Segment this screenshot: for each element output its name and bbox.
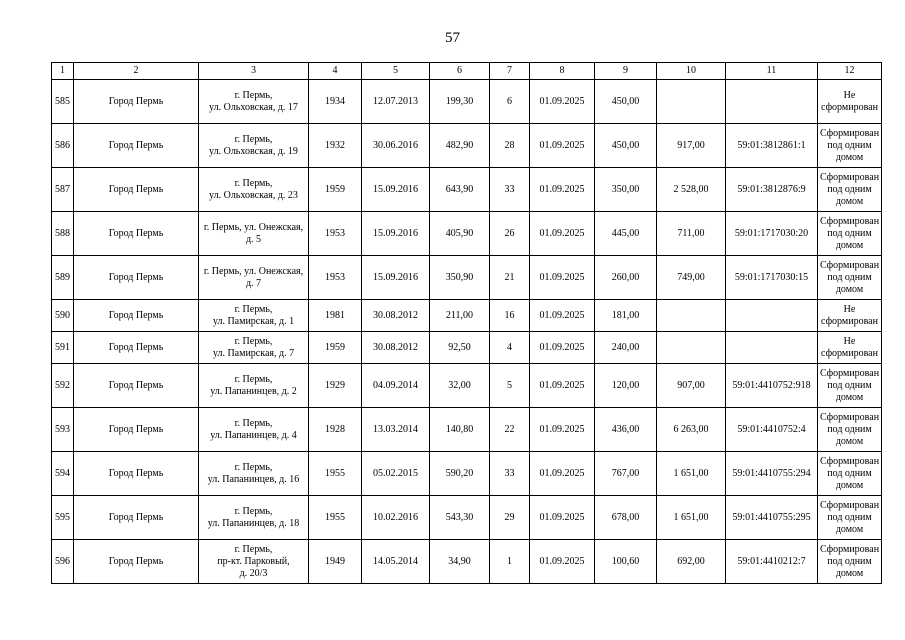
build-year-cell: 1953: [309, 256, 362, 300]
area-cell: 211,00: [430, 300, 490, 332]
amount-cell: 350,00: [595, 168, 657, 212]
land-status-cell: Сформирован под одним домом: [818, 496, 882, 540]
doc-date-cell: 15.09.2016: [362, 168, 430, 212]
city-cell: Город Пермь: [74, 408, 199, 452]
count-cell: 33: [490, 168, 530, 212]
amount-cell: 767,00: [595, 452, 657, 496]
count-cell: 29: [490, 496, 530, 540]
doc-date-cell: 04.09.2014: [362, 364, 430, 408]
count-cell: 33: [490, 452, 530, 496]
count-cell: 6: [490, 80, 530, 124]
area-cell: 350,90: [430, 256, 490, 300]
column-header-6: 6: [430, 63, 490, 80]
target-date-cell: 01.09.2025: [530, 332, 595, 364]
land-status-cell: Сформирован под одним домом: [818, 408, 882, 452]
city-cell: Город Пермь: [74, 80, 199, 124]
city-cell: Город Пермь: [74, 300, 199, 332]
city-cell: Город Пермь: [74, 168, 199, 212]
amount-cell: 450,00: [595, 124, 657, 168]
land-status-cell: Не сформирован: [818, 332, 882, 364]
target-date-cell: 01.09.2025: [530, 256, 595, 300]
land-area-cell: 711,00: [657, 212, 726, 256]
row-number-cell: 588: [52, 212, 74, 256]
build-year-cell: 1981: [309, 300, 362, 332]
count-cell: 22: [490, 408, 530, 452]
land-area-cell: [657, 332, 726, 364]
header-row: [52, 63, 882, 80]
build-year-cell: 1959: [309, 332, 362, 364]
target-date-cell: 01.09.2025: [530, 168, 595, 212]
count-cell: 4: [490, 332, 530, 364]
city-cell: Город Пермь: [74, 124, 199, 168]
area-cell: 199,30: [430, 80, 490, 124]
build-year-cell: 1959: [309, 168, 362, 212]
doc-date-cell: 30.08.2012: [362, 332, 430, 364]
row-number-cell: 592: [52, 364, 74, 408]
address-cell: г. Пермь, ул. Папанинцев, д. 2: [199, 364, 309, 408]
row-number-cell: 594: [52, 452, 74, 496]
count-cell: 16: [490, 300, 530, 332]
count-cell: 26: [490, 212, 530, 256]
count-cell: 21: [490, 256, 530, 300]
column-header-4: 4: [309, 63, 362, 80]
land-area-cell: 692,00: [657, 540, 726, 584]
area-cell: 32,00: [430, 364, 490, 408]
table-row: [52, 496, 882, 540]
build-year-cell: 1932: [309, 124, 362, 168]
amount-cell: 181,00: [595, 300, 657, 332]
build-year-cell: 1929: [309, 364, 362, 408]
target-date-cell: 01.09.2025: [530, 300, 595, 332]
build-year-cell: 1934: [309, 80, 362, 124]
land-status-cell: Не сформирован: [818, 80, 882, 124]
row-number-cell: 595: [52, 496, 74, 540]
doc-date-cell: 15.09.2016: [362, 212, 430, 256]
cadastral-number-cell: 59:01:1717030:15: [726, 256, 818, 300]
city-cell: Город Пермь: [74, 212, 199, 256]
table-row: [52, 540, 882, 584]
area-cell: 543,30: [430, 496, 490, 540]
build-year-cell: 1928: [309, 408, 362, 452]
land-area-cell: 917,00: [657, 124, 726, 168]
amount-cell: 120,00: [595, 364, 657, 408]
address-cell: г. Пермь, ул. Папанинцев, д. 16: [199, 452, 309, 496]
target-date-cell: 01.09.2025: [530, 540, 595, 584]
city-cell: Город Пермь: [74, 332, 199, 364]
doc-date-cell: 30.08.2012: [362, 300, 430, 332]
doc-date-cell: 15.09.2016: [362, 256, 430, 300]
land-area-cell: 749,00: [657, 256, 726, 300]
column-header-2: 2: [74, 63, 199, 80]
registry-table: [51, 62, 882, 584]
cadastral-number-cell: 59:01:4410752:918: [726, 364, 818, 408]
amount-cell: 450,00: [595, 80, 657, 124]
target-date-cell: 01.09.2025: [530, 496, 595, 540]
column-header-5: 5: [362, 63, 430, 80]
column-header-1: 1: [52, 63, 74, 80]
column-header-8: 8: [530, 63, 595, 80]
column-header-3: 3: [199, 63, 309, 80]
area-cell: 405,90: [430, 212, 490, 256]
row-number-cell: 586: [52, 124, 74, 168]
address-cell: г. Пермь, ул. Ольховская, д. 23: [199, 168, 309, 212]
doc-date-cell: 10.02.2016: [362, 496, 430, 540]
build-year-cell: 1955: [309, 452, 362, 496]
table-row: [52, 124, 882, 168]
land-area-cell: 1 651,00: [657, 452, 726, 496]
table-row: [52, 332, 882, 364]
table-row: [52, 408, 882, 452]
doc-date-cell: 14.05.2014: [362, 540, 430, 584]
land-status-cell: Сформирован под одним домом: [818, 452, 882, 496]
column-header-11: 11: [726, 63, 818, 80]
address-cell: г. Пермь, ул. Ольховская, д. 19: [199, 124, 309, 168]
target-date-cell: 01.09.2025: [530, 124, 595, 168]
land-status-cell: Сформирован под одним домом: [818, 168, 882, 212]
table-row: [52, 212, 882, 256]
amount-cell: 436,00: [595, 408, 657, 452]
area-cell: 643,90: [430, 168, 490, 212]
amount-cell: 678,00: [595, 496, 657, 540]
cadastral-number-cell: [726, 80, 818, 124]
table-row: [52, 80, 882, 124]
table-body: [52, 80, 882, 584]
row-number-cell: 596: [52, 540, 74, 584]
doc-date-cell: 05.02.2015: [362, 452, 430, 496]
amount-cell: 445,00: [595, 212, 657, 256]
table-row: [52, 300, 882, 332]
amount-cell: 260,00: [595, 256, 657, 300]
doc-date-cell: 13.03.2014: [362, 408, 430, 452]
count-cell: 1: [490, 540, 530, 584]
address-cell: г. Пермь, ул. Папанинцев, д. 4: [199, 408, 309, 452]
city-cell: Город Пермь: [74, 452, 199, 496]
cadastral-number-cell: 59:01:4410755:294: [726, 452, 818, 496]
land-area-cell: [657, 300, 726, 332]
row-number-cell: 591: [52, 332, 74, 364]
table-row: [52, 168, 882, 212]
page-number: 57: [445, 30, 460, 46]
cadastral-number-cell: 59:01:4410212:7: [726, 540, 818, 584]
land-area-cell: [657, 80, 726, 124]
cadastral-number-cell: 59:01:4410755:295: [726, 496, 818, 540]
target-date-cell: 01.09.2025: [530, 80, 595, 124]
area-cell: 482,90: [430, 124, 490, 168]
column-header-10: 10: [657, 63, 726, 80]
column-header-12: 12: [818, 63, 882, 80]
table-row: [52, 452, 882, 496]
city-cell: Город Пермь: [74, 256, 199, 300]
target-date-cell: 01.09.2025: [530, 452, 595, 496]
land-area-cell: 6 263,00: [657, 408, 726, 452]
area-cell: 590,20: [430, 452, 490, 496]
cadastral-number-cell: [726, 332, 818, 364]
land-area-cell: 1 651,00: [657, 496, 726, 540]
area-cell: 34,90: [430, 540, 490, 584]
city-cell: Город Пермь: [74, 540, 199, 584]
land-area-cell: 2 528,00: [657, 168, 726, 212]
land-status-cell: Сформирован под одним домом: [818, 364, 882, 408]
target-date-cell: 01.09.2025: [530, 364, 595, 408]
table-row: [52, 256, 882, 300]
land-status-cell: Сформирован под одним домом: [818, 540, 882, 584]
doc-date-cell: 12.07.2013: [362, 80, 430, 124]
build-year-cell: 1949: [309, 540, 362, 584]
city-cell: Город Пермь: [74, 496, 199, 540]
row-number-cell: 589: [52, 256, 74, 300]
cadastral-number-cell: 59:01:3812876:9: [726, 168, 818, 212]
row-number-cell: 590: [52, 300, 74, 332]
land-status-cell: Сформирован под одним домом: [818, 256, 882, 300]
count-cell: 28: [490, 124, 530, 168]
build-year-cell: 1953: [309, 212, 362, 256]
city-cell: Город Пермь: [74, 364, 199, 408]
land-status-cell: Сформирован под одним домом: [818, 212, 882, 256]
row-number-cell: 587: [52, 168, 74, 212]
address-cell: г. Пермь, ул. Онежская, д. 7: [199, 256, 309, 300]
land-area-cell: 907,00: [657, 364, 726, 408]
build-year-cell: 1955: [309, 496, 362, 540]
cadastral-number-cell: 59:01:4410752:4: [726, 408, 818, 452]
address-cell: г. Пермь, ул. Памирская, д. 1: [199, 300, 309, 332]
row-number-cell: 585: [52, 80, 74, 124]
cadastral-number-cell: [726, 300, 818, 332]
amount-cell: 100,60: [595, 540, 657, 584]
row-number-cell: 593: [52, 408, 74, 452]
area-cell: 92,50: [430, 332, 490, 364]
cadastral-number-cell: 59:01:3812861:1: [726, 124, 818, 168]
area-cell: 140,80: [430, 408, 490, 452]
column-header-7: 7: [490, 63, 530, 80]
target-date-cell: 01.09.2025: [530, 212, 595, 256]
doc-date-cell: 30.06.2016: [362, 124, 430, 168]
count-cell: 5: [490, 364, 530, 408]
address-cell: г. Пермь, ул. Онежская, д. 5: [199, 212, 309, 256]
cadastral-number-cell: 59:01:1717030:20: [726, 212, 818, 256]
address-cell: г. Пермь, пр-кт. Парковый, д. 20/3: [199, 540, 309, 584]
address-cell: г. Пермь, ул. Памирская, д. 7: [199, 332, 309, 364]
address-cell: г. Пермь, ул. Папанинцев, д. 18: [199, 496, 309, 540]
target-date-cell: 01.09.2025: [530, 408, 595, 452]
land-status-cell: Не сформирован: [818, 300, 882, 332]
column-header-9: 9: [595, 63, 657, 80]
land-status-cell: Сформирован под одним домом: [818, 124, 882, 168]
table-row: [52, 364, 882, 408]
amount-cell: 240,00: [595, 332, 657, 364]
address-cell: г. Пермь, ул. Ольховская, д. 17: [199, 80, 309, 124]
